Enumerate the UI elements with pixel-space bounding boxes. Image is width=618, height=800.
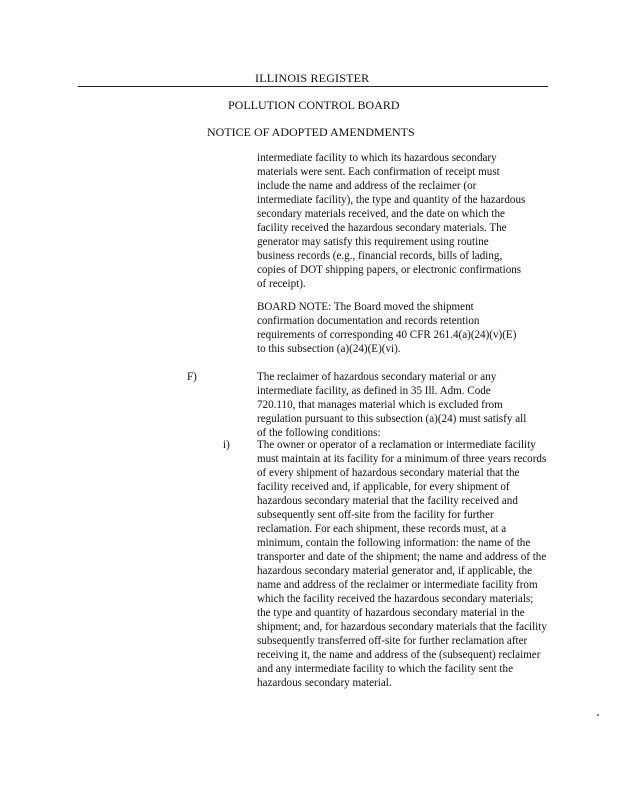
subsection-f-text: The reclaimer of hazardous secondary material or any intermediate facility, as defined in 35 Ill. Adm. Code 720.110, that manages material which is excluded from regulation pursuant to this subsection (a)(24) must satisfy all of the following conditions: — [257, 371, 527, 439]
subsection-f-marker: F) — [187, 371, 197, 383]
scan-speck — [597, 714, 599, 716]
subsection-i-text: The owner or operator of a reclamation or intermediate facility must maintain at its facility for a minimum of three years records of every shipment of hazardous secondary material that the facility received and, if applicable, for every shipment of hazardous secondary material that the facility received and subsequently sent off-site from the facility for further reclamation. For each shipment, these records must, at a minimum, contain the following information: the name of the transporter and date of the shipment; the name and address of the hazardous secondary material generator and, if applicable, the name and address of the reclaimer or intermediate facility from which the facility received the hazardous secondary materials; the type and quantity of hazardous secondary material in the shipment; and, for hazardous secondary materials that the facility subsequently transferred off-site for further reclamation after receiving it, the name and address of the (subsequent) reclaimer and any intermediate facility to which the facility sent the hazardous secondary material. — [257, 439, 547, 689]
notice-title: NOTICE OF ADOPTED AMENDMENTS — [207, 125, 415, 139]
board-note: BOARD NOTE: The Board moved the shipment confirmation documentation and records retention requirements of corresponding 40 CFR 261.4(a)(24)(v)(E) to this subsection (a)(24)(E)(vi). — [257, 301, 517, 355]
header-rule — [78, 86, 548, 87]
register-title: ILLINOIS REGISTER — [255, 71, 370, 85]
board-title: POLLUTION CONTROL BOARD — [228, 98, 400, 112]
paragraph-confirmation-of-receipt: intermediate facility to which its hazardous secondary materials were sent. Each confirmation of receipt must include the name and address of the reclaimer (or intermediate facility), the type and quantity of the hazardous secondary materials received, and the date on which the facility received the hazardous secondary materials. The generator may satisfy this requirement using routine business records (e.g., financial records, bills of lading, copies of DOT shipping papers, or electronic confirmations of receipt). — [257, 152, 526, 290]
subsection-i-marker: i) — [223, 439, 230, 451]
